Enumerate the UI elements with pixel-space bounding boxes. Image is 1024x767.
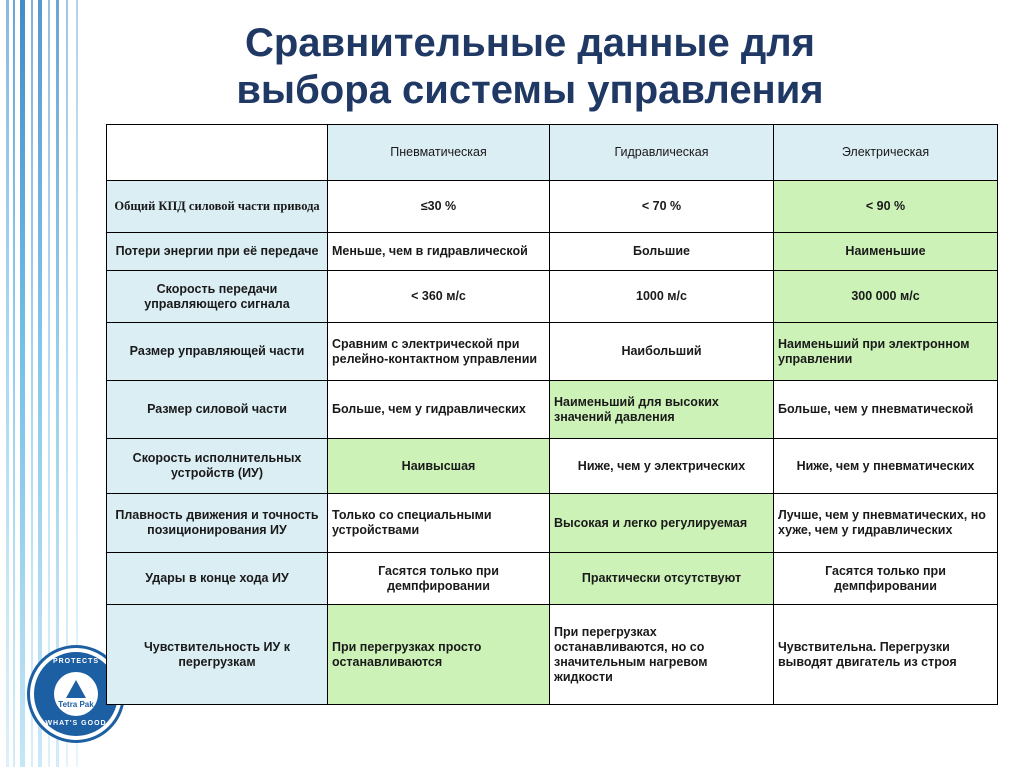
table-cell-highlight: Наименьший при электронном управлении (774, 323, 998, 381)
table-cell-highlight: 300 000 м/с (774, 271, 998, 323)
table-cell: Чувствительна. Перегрузки выводят двигатель из строя (774, 605, 998, 705)
table-row (107, 494, 998, 553)
table-cell: Меньше, чем в гидравлической (328, 233, 550, 271)
row-label: Размер управляющей части (107, 323, 328, 381)
row-label: Плавность движения и точность позиционирования ИУ (107, 494, 328, 553)
table-cell: Гасятся только при демпфировании (328, 553, 550, 605)
row-label: Размер силовой части (107, 381, 328, 439)
table-cell: Ниже, чем у электрических (550, 439, 774, 494)
table-cell: Только со специальными устройствами (328, 494, 550, 553)
header-electric: Электрическая (774, 125, 998, 181)
table-cell: Наибольший (550, 323, 774, 381)
table-cell: 1000 м/с (550, 271, 774, 323)
table-row (107, 271, 998, 323)
table-row (107, 553, 998, 605)
header-pneumatic: Пневматическая (328, 125, 550, 181)
table-cell-highlight: Наименьшие (774, 233, 998, 271)
triangle-icon (66, 680, 86, 698)
table-cell-highlight: < 90 % (774, 181, 998, 233)
page-title (100, 20, 960, 114)
table-cell: Гасятся только при демпфировании (774, 553, 998, 605)
title-line-1: Сравнительные данные для (244, 21, 816, 65)
table-cell-highlight: Высокая и легко регулируемая (550, 494, 774, 553)
logo-ring-top-text: PROTECTS (52, 658, 100, 665)
table-cell-highlight: При перегрузках просто останавливаются (328, 605, 550, 705)
header-corner-cell (107, 125, 328, 181)
table-row (107, 605, 998, 705)
table-row (107, 233, 998, 271)
table-cell: Сравним с электрической при релейно-контактном управлении (328, 323, 550, 381)
table-row (107, 381, 998, 439)
table-cell-highlight: Наивысшая (328, 439, 550, 494)
table-cell: < 70 % (550, 181, 774, 233)
row-label: Чувствительность ИУ к перегрузкам (107, 605, 328, 705)
row-label: Потери энергии при её передаче (107, 233, 328, 271)
table-cell: Лучше, чем у пневматических, но хуже, чем у гидравлических (774, 494, 998, 553)
comparison-table (106, 124, 998, 705)
row-label: Скорость передачи управляющего сигнала (107, 271, 328, 323)
table-cell: Больше, чем у пневматической (774, 381, 998, 439)
table-cell-highlight: Практически отсутствуют (550, 553, 774, 605)
title-line-2: выбора системы управления (236, 68, 824, 112)
table-cell: ≤30 % (328, 181, 550, 233)
table-cell-highlight: Наименьший для высоких значений давления (550, 381, 774, 439)
table-row (107, 439, 998, 494)
table-cell: Большие (550, 233, 774, 271)
table-row (107, 323, 998, 381)
row-label: Удары в конце хода ИУ (107, 553, 328, 605)
row-label: Общий КПД силовой части привода (107, 181, 328, 233)
table-cell: При перегрузках останавливаются, но со значительным нагревом жидкости (550, 605, 774, 705)
table-cell: < 360 м/с (328, 271, 550, 323)
row-label: Скорость исполнительных устройств (ИУ) (107, 439, 328, 494)
table-row (107, 181, 998, 233)
table-cell: Больше, чем у гидравлических (328, 381, 550, 439)
logo-brand-text: Tetra Pak (58, 700, 94, 709)
table-cell: Ниже, чем у пневматических (774, 439, 998, 494)
logo-ring-bottom-text: WHAT'S GOOD (45, 720, 107, 727)
header-hydraulic: Гидравлическая (550, 125, 774, 181)
table-header-row (107, 125, 998, 181)
